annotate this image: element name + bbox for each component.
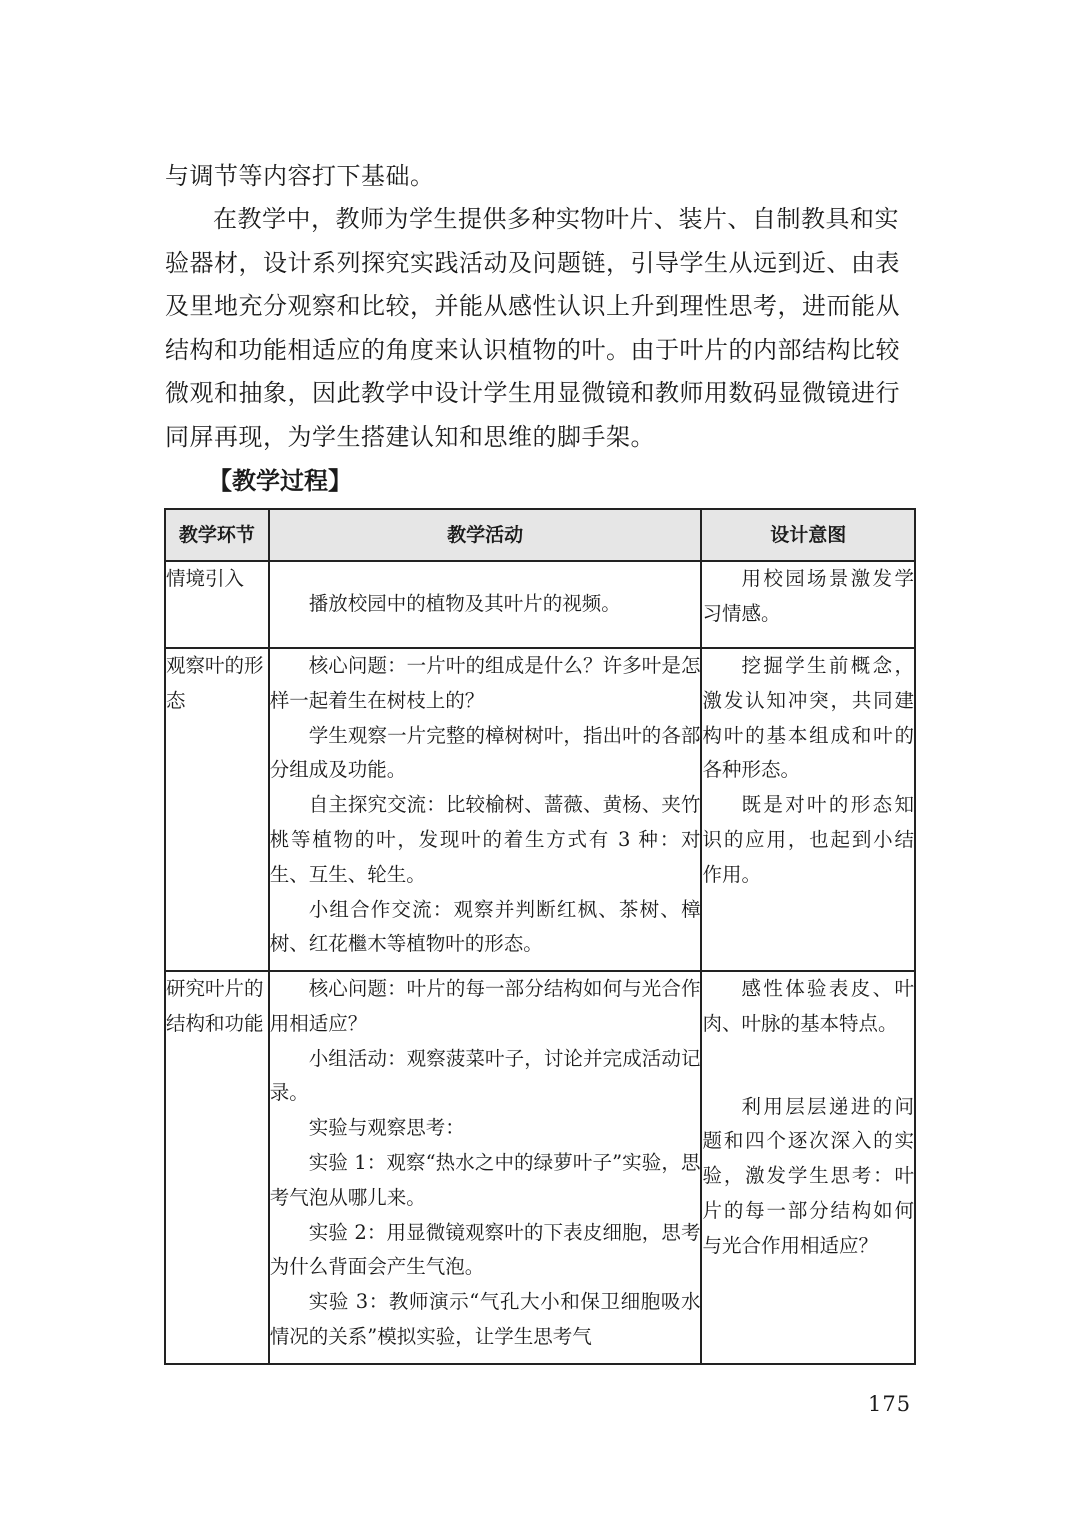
header-teaching-activity: 教学活动 bbox=[269, 509, 702, 561]
stage-cell: 研究叶片的结构和功能 bbox=[165, 971, 269, 1364]
activity-text: 实验 3：教师演示“气孔大小和保卫细胞吸水情况的关系”模拟实验，让学生思考气 bbox=[269, 1290, 701, 1348]
intent-text: 感性体验表皮、叶肉、叶脉的基本特点。 bbox=[702, 977, 914, 1035]
header-design-intent: 设计意图 bbox=[701, 509, 915, 561]
intent-cell bbox=[701, 561, 915, 648]
teaching-process-table bbox=[164, 508, 916, 1365]
stage-cell: 观察叶的形态 bbox=[165, 648, 269, 971]
activity-cell bbox=[269, 648, 702, 971]
intent-text: 既是对叶的形态知识的应用，也起到小结作用。 bbox=[702, 793, 914, 886]
section-heading-teaching-process: 【教学过程】 bbox=[208, 466, 352, 495]
paragraph-teaching-method: 在教学中，教师为学生提供多种实物叶片、装片、自制教具和实验器材，设计系列探究实践活动及问题链，引导学生从远到近、由表及里地充分观察和比较，并能从感性认识上升到理性思考，进而能从结构和功能相适应的角度来认识植物的叶。由于叶片的内部结构比较微观和抽象，因此教学中设计学生用显微镜和教师用数码显微镜进行同屏再现，为学生搭建认知和思维的脚手架。 bbox=[165, 205, 900, 451]
activity-text: 实验 1：观察“热水之中的绿萝叶子”实验，思考气泡从哪儿来。 bbox=[269, 1150, 701, 1209]
activity-text: 学生观察一片完整的樟树树叶，指出叶的各部分组成及功能。 bbox=[269, 723, 701, 782]
header-teaching-stage: 教学环节 bbox=[165, 509, 269, 561]
page-number: 175 bbox=[868, 1392, 912, 1416]
activity-text: 实验 2：用显微镜观察叶的下表皮细胞，思考为什么背面会产生气泡。 bbox=[269, 1220, 701, 1279]
intent-text: 用校园场景激发学习情感。 bbox=[702, 567, 914, 625]
intent-cell bbox=[701, 648, 915, 971]
intent-text: 利用层层递进的问题和四个逐次深入的实验，激发学生思考：叶片的每一部分结构如何与光合作用相适应？ bbox=[702, 1094, 914, 1257]
activity-text: 自主探究交流：比较榆树、蔷薇、黄杨、夹竹桃等植物的叶，发现叶的着生方式有 3 种：对生、互生、轮生。 bbox=[269, 793, 701, 886]
activity-text: 核心问题：叶片的每一部分结构如何与光合作用相适应？ bbox=[269, 977, 701, 1035]
activity-cell bbox=[269, 561, 702, 648]
intent-cell bbox=[701, 971, 915, 1364]
activity-text: 实验与观察思考： bbox=[308, 1116, 465, 1140]
table-row bbox=[165, 561, 915, 648]
table-row bbox=[165, 648, 915, 971]
activity-text: 播放校园中的植物及其叶片的视频。 bbox=[308, 592, 621, 616]
activity-text: 小组活动：观察菠菜叶子，讨论并完成活动记录。 bbox=[269, 1046, 701, 1105]
table-row bbox=[165, 971, 915, 1364]
paragraph-continuation: 与调节等内容打下基础。 bbox=[165, 162, 435, 190]
stage-cell: 情境引入 bbox=[165, 561, 269, 648]
intent-text: 挖掘学生前概念，激发认知冲突，共同建构叶的基本组成和叶的各种形态。 bbox=[702, 654, 914, 782]
activity-cell bbox=[269, 971, 702, 1364]
activity-text: 小组合作交流：观察并判断红枫、茶树、樟树、红花檵木等植物叶的形态。 bbox=[269, 897, 701, 956]
activity-text: 核心问题：一片叶的组成是什么？许多叶是怎样一起着生在树枝上的？ bbox=[269, 654, 701, 712]
table-header-row bbox=[165, 509, 915, 561]
